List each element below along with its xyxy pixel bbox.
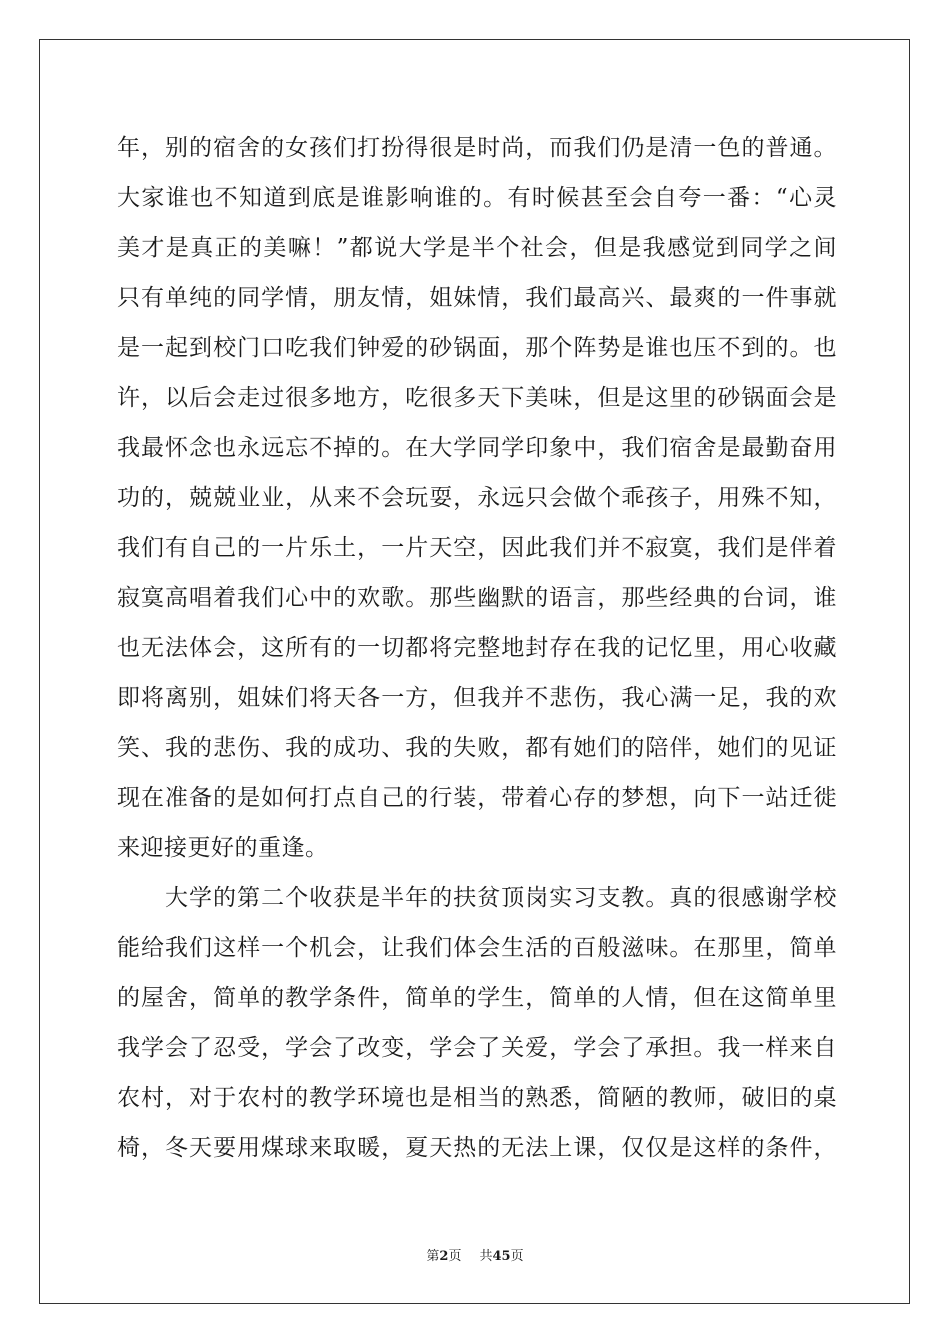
text-line: 寂寞高唱着我们心中的欢歌。那些幽默的语言，那些经典的台词，谁 <box>117 585 837 611</box>
total-prefix: 共 <box>479 1249 493 1264</box>
total-suffix: 页 <box>510 1249 524 1264</box>
page-suffix: 页 <box>448 1249 462 1264</box>
document-body <box>117 123 837 1173</box>
text-line: 年，别的宿舍的女孩们打扮得很是时尚，而我们仍是清一色的普通。 <box>117 135 837 161</box>
text-line: 笑、我的悲伤、我的成功、我的失败，都有她们的陪伴，她们的见证 <box>117 735 837 761</box>
paragraph-1 <box>117 123 837 873</box>
total-pages: 45 <box>492 1249 511 1264</box>
text-line: 我们有自己的一片乐土，一片天空，因此我们并不寂寞，我们是伴着 <box>117 535 837 561</box>
text-line: 的屋舍，简单的教学条件，简单的学生，简单的人情，但在这简单里 <box>117 985 837 1011</box>
page-total <box>479 1249 523 1264</box>
text-line: 只有单纯的同学情，朋友情，姐妹情，我们最高兴、最爽的一件事就 <box>117 285 837 311</box>
text-line: 即将离别，姐妹们将天各一方，但我并不悲伤，我心满一足，我的欢 <box>117 685 837 711</box>
text-line: 功的，兢兢业业，从来不会玩耍，永远只会做个乖孩子，用殊不知， <box>117 485 837 511</box>
page-footer <box>0 1247 950 1267</box>
text-line: 农村，对于农村的教学环境也是相当的熟悉，简陋的教师，破旧的桌 <box>117 1085 837 1111</box>
text-line: 大学的第二个收获是半年的扶贫顶岗实习支教。真的很感谢学校 <box>165 885 837 911</box>
text-line: 大家谁也不知道到底是谁影响谁的。有时候甚至会自夸一番：“心灵 <box>117 185 837 211</box>
page-prefix: 第 <box>426 1249 440 1264</box>
text-line: 来迎接更好的重逢。 <box>117 835 329 861</box>
text-line: 美才是真正的美嘛！”都说大学是半个社会，但是我感觉到同学之间 <box>117 235 837 261</box>
text-line: 是一起到校门口吃我们钟爱的砂锅面，那个阵势是谁也压不到的。也 <box>117 335 837 361</box>
text-line: 我最怀念也永远忘不掉的。在大学同学印象中，我们宿舍是最勤奋用 <box>117 435 837 461</box>
text-line: 也无法体会，这所有的一切都将完整地封存在我的记忆里，用心收藏 <box>117 635 837 661</box>
paragraph-2 <box>117 873 837 1173</box>
text-line: 许，以后会走过很多地方，吃很多天下美味，但是这里的砂锅面会是 <box>117 385 837 411</box>
page-number <box>426 1249 461 1264</box>
current-page: 2 <box>439 1249 449 1264</box>
text-line: 椅，冬天要用煤球来取暖，夏天热的无法上课，仅仅是这样的条件， <box>117 1135 837 1161</box>
text-line: 能给我们这样一个机会，让我们体会生活的百般滋味。在那里，简单 <box>117 935 837 961</box>
text-line: 现在准备的是如何打点自己的行装，带着心存的梦想，向下一站迁徙 <box>117 785 837 811</box>
text-line: 我学会了忍受，学会了改变，学会了关爱，学会了承担。我一样来自 <box>117 1035 837 1061</box>
